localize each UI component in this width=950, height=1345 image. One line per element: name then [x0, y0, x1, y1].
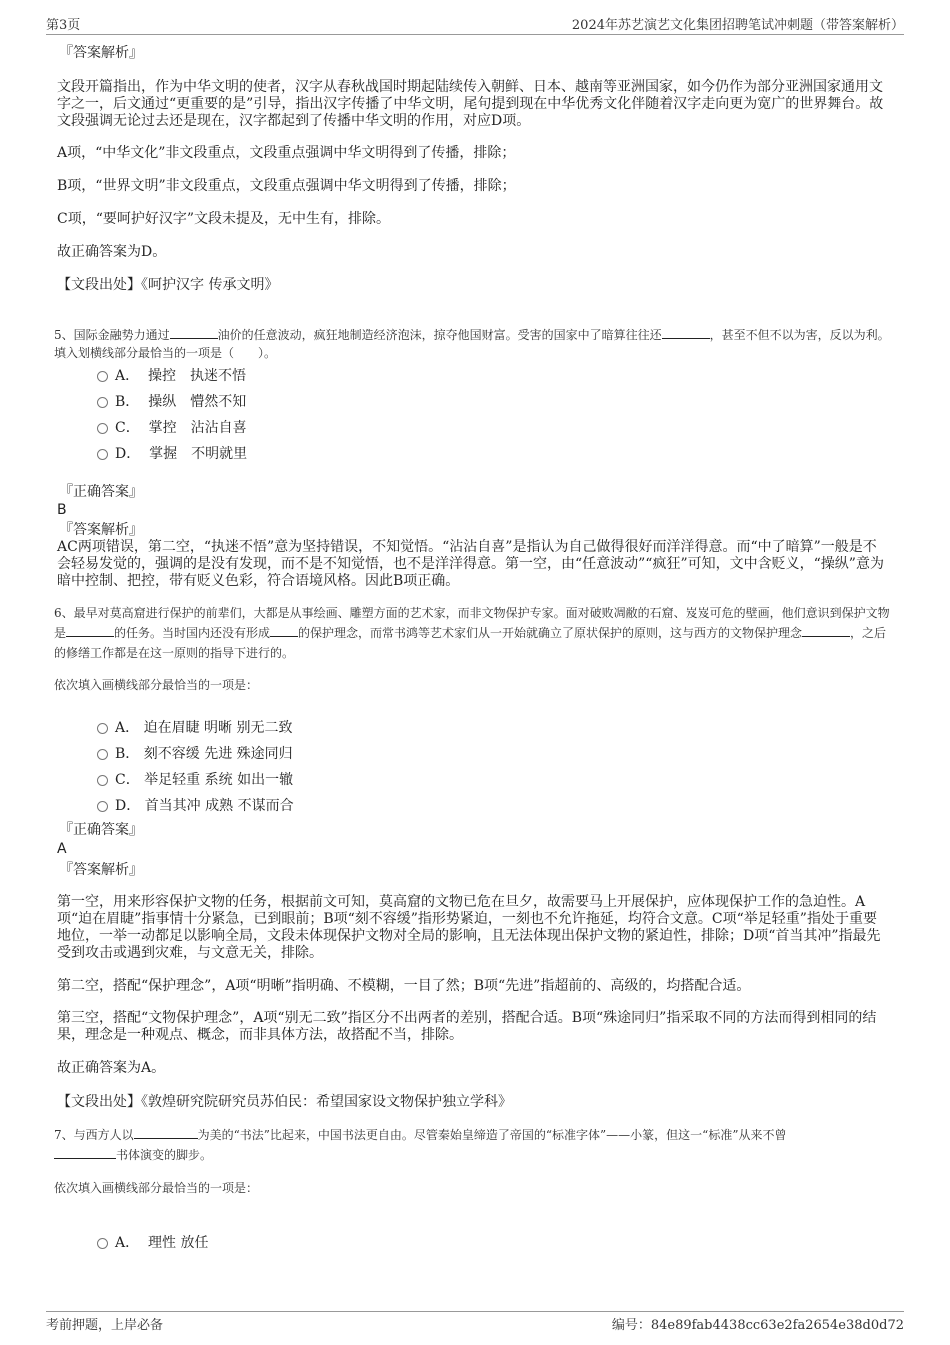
- question-prompt: 依次填入画横线部分最恰当的一项是：: [54, 1181, 259, 1195]
- radio-icon[interactable]: [97, 801, 108, 812]
- analysis-paragraph: B项，“世界文明”非文段重点，文段重点强调中华文明得到了传播，排除；: [57, 178, 516, 194]
- radio-icon[interactable]: [97, 723, 108, 734]
- option-a[interactable]: A． 理性 放任: [0, 1230, 890, 1256]
- option-list: [57, 715, 890, 819]
- radio-icon[interactable]: [97, 1238, 108, 1249]
- option-d[interactable]: D． 首当其冲 成熟 不谋而合: [0, 793, 890, 819]
- analysis-paragraph: 第二空，搭配“保护理念”，A项“明晰”指明确、不模糊，一目了然；B项“先进”指超前的、高级的，均搭配合适。: [57, 978, 751, 994]
- question-stem: 7、与西方人以 为美的“书法”比起来，中国书法更自由。尽管秦始皇缔造了帝国的“标准字体”——小篆，但这一“标准”从来不曾 书体演变的脚步。: [54, 1128, 787, 1162]
- radio-icon[interactable]: [97, 775, 108, 786]
- correct-answer: A: [57, 841, 67, 857]
- option-b[interactable]: B． 操纵 懵然不知: [0, 389, 890, 415]
- document-title: 2024年苏艺演艺文化集团招聘笔试冲刺题（带答案解析）: [571, 18, 904, 33]
- option-c[interactable]: C． 举足轻重 系统 如出一辙: [0, 767, 890, 793]
- page-header: [46, 14, 904, 35]
- option-c[interactable]: C． 掌控 沾沾自喜: [0, 415, 890, 441]
- analysis-paragraph: 第三空，搭配“文物保护理念”，A项“别无二致”指区分不出两者的差别，搭配合适。B项“殊途同归”指采取不同的方法而得到相同的结果，理念是一种观点、概念，而非具体方法，故搭配不当，排除。: [57, 1010, 877, 1043]
- correct-answer-label: 『正确答案』: [59, 822, 143, 838]
- analysis-conclusion: 故正确答案为D。: [57, 244, 167, 260]
- analysis-paragraph: AC两项错误，第二空，“执迷不悟”意为坚持错误，不知觉悟。“沾沾自喜”是指认为自己做得很好而洋洋得意。而“中了暗算”一般是不会轻易发觉的，强调的是没有发现，而不是不知觉悟，也不是洋洋得意。第一空，由“任意波动”“疯狂”可知，文中含贬义，“操纵”意为暗中控制、把控，带有贬义色彩，符合语境风格。因此B项正确。: [57, 539, 884, 589]
- radio-icon[interactable]: [97, 423, 108, 434]
- question-prompt: 依次填入画横线部分最恰当的一项是：: [54, 678, 259, 692]
- analysis-paragraph: A项，“中华文化”非文段重点，文段重点强调中华文明得到了传播，排除；: [57, 145, 516, 161]
- page-footer: [46, 1311, 904, 1334]
- page-number: 第3页: [46, 18, 81, 33]
- text-source: 【文段出处】《敦煌研究院研究员苏伯民：希望国家设文物保护独立学科》: [57, 1094, 512, 1110]
- blank-line: [802, 636, 850, 637]
- blank-line: [134, 1138, 198, 1139]
- blank-line: [662, 338, 710, 339]
- radio-icon[interactable]: [97, 449, 108, 460]
- analysis-paragraph: 文段开篇指出，作为中华文明的使者，汉字从春秋战国时期起陆续传入朝鲜、日本、越南等亚洲国家，如今仍作为部分亚洲国家通用文字之一，后文通过“更重要的是”引导，指出汉字传播了中华文明，尾句提到现在中华优秀文化伴随着汉字走向更为宽广的世界舞台。故文段强调无论过去还是现在，汉字都起到了传播中华文明的作用，对应D项。: [57, 79, 884, 129]
- blank-line: [270, 636, 298, 637]
- document-body: [54, 44, 890, 1256]
- option-list: [57, 363, 890, 467]
- question-prompt: 填入划横线部分最恰当的一项是（ ）。: [54, 346, 277, 360]
- option-a[interactable]: A． 操控 执迷不悟: [0, 363, 890, 389]
- option-a[interactable]: A． 迫在眉睫 明晰 别无二致: [0, 715, 890, 741]
- footer-slogan: 考前押题，上岸必备: [46, 1318, 164, 1333]
- analysis-paragraph: C项，“要呵护好汉字”文段未提及，无中生有，排除。: [57, 211, 391, 227]
- radio-icon[interactable]: [97, 749, 108, 760]
- blank-line: [54, 1158, 116, 1159]
- blank-line: [66, 636, 114, 637]
- answer-analysis-label: 『答案解析』: [59, 45, 143, 61]
- radio-icon[interactable]: [97, 371, 108, 382]
- answer-analysis-label: 『答案解析』: [59, 522, 143, 538]
- question-stem: 5、国际金融势力通过 油价的任意波动，疯狂地制造经济泡沫，掠夺他国财富。受害的国家中了暗算往往还 ，甚至不但不以为害，反以为利。: [54, 328, 890, 342]
- option-b[interactable]: B． 刻不容缓 先进 殊途同归: [0, 741, 890, 767]
- answer-analysis-label: 『答案解析』: [59, 862, 143, 878]
- blank-line: [170, 338, 218, 339]
- analysis-conclusion: 故正确答案为A。: [57, 1060, 166, 1076]
- document-id: 编号：84e89fab4438cc63e2fa2654e38d0d72: [611, 1318, 904, 1333]
- option-list: [57, 1230, 890, 1256]
- option-d[interactable]: D． 掌握 不明就里: [0, 441, 890, 467]
- radio-icon[interactable]: [97, 397, 108, 408]
- correct-answer-label: 『正确答案』: [59, 484, 143, 500]
- question-stem: 6、最早对莫高窟进行保护的前辈们，大都是从事绘画、雕塑方面的艺术家，而非文物保护专家。面对破败凋敝的石窟、岌岌可危的壁画，他们意识到保护文物是 的任务。当时国内还没有形成 的保护理念，而常书鸿等艺术家们从一开始就确立了原状保护的原则，这与西方的文物保护理念 ，之后的修缮工作都是在这一原则的指导下进行的。: [54, 606, 890, 660]
- correct-answer: B: [57, 502, 67, 518]
- text-source: 【文段出处】《呵护汉字 传承文明》: [57, 277, 279, 293]
- analysis-paragraph: 第一空，用来形容保护文物的任务，根据前文可知，莫高窟的文物已危在旦夕，故需要马上开展保护，应体现保护工作的急迫性。A项“迫在眉睫”指事情十分紧急，已到眼前；B项“刻不容缓”指形势紧迫，一刻也不允许拖延，均符合文意。C项“举足轻重”指处于重要地位，一举一动都足以影响全局，文段未体现保护文物对全局的影响，且无法体现出保护文物的紧迫性，排除；D项“首当其冲”指最先受到攻击或遇到灾难，与文意无关，排除。: [57, 894, 881, 961]
